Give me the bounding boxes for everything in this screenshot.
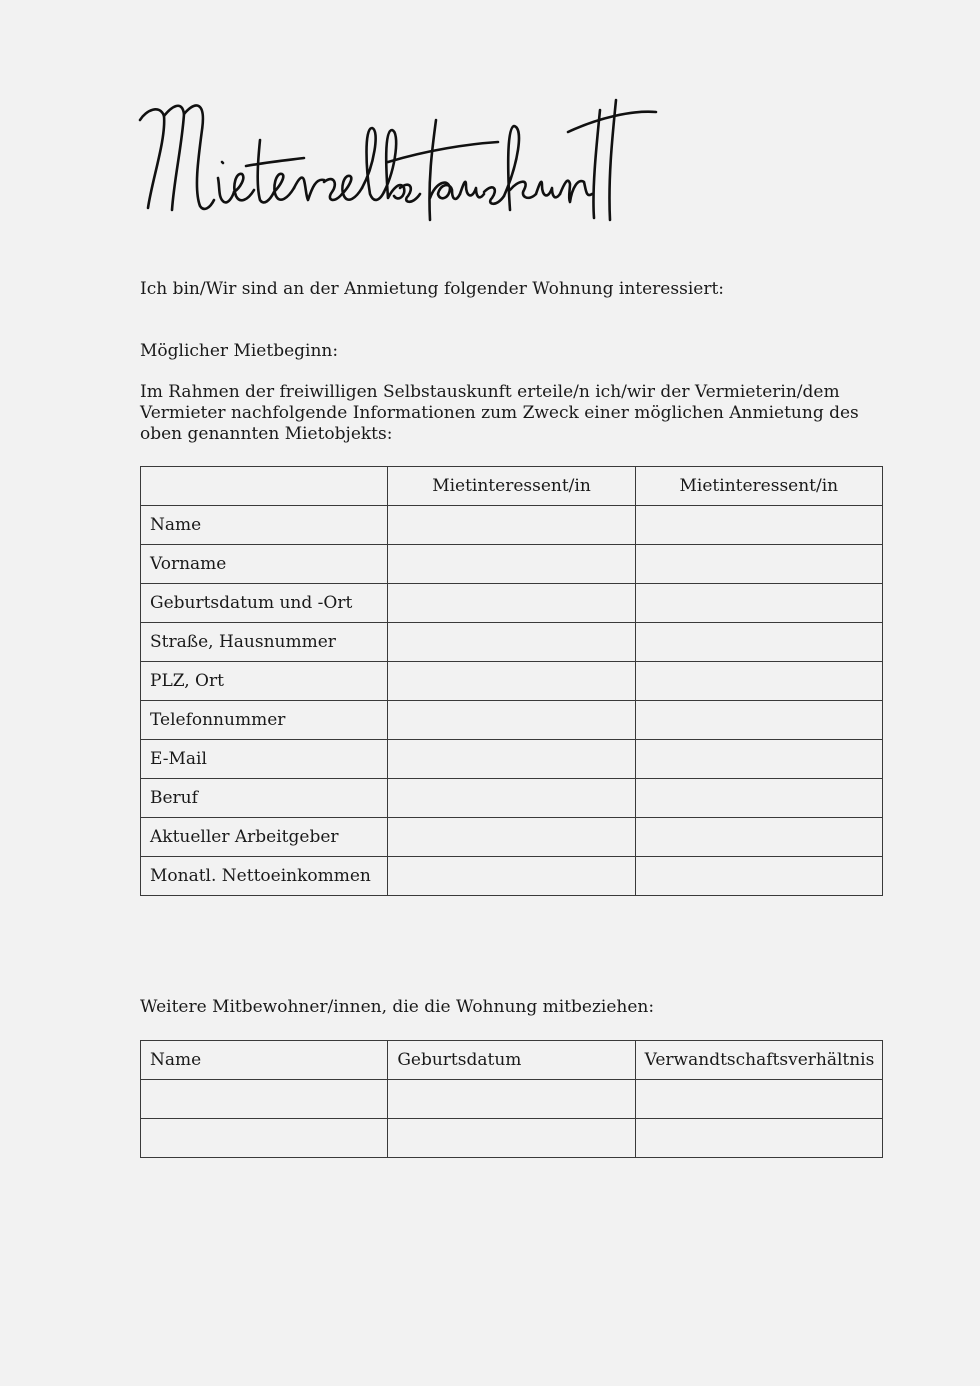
applicant-2-field[interactable] <box>635 623 882 662</box>
co-resident-birthdate-field[interactable] <box>388 1119 635 1158</box>
applicant-2-field[interactable] <box>635 584 882 623</box>
applicant-2-field[interactable] <box>635 818 882 857</box>
table-row <box>141 1119 883 1158</box>
applicant-2-field[interactable] <box>635 662 882 701</box>
row-label-birth: Geburtsdatum und -Ort <box>141 584 388 623</box>
applicant-1-field[interactable] <box>388 740 635 779</box>
table-row <box>141 857 883 896</box>
applicant-info-table <box>140 466 883 896</box>
co-residents-label: Weitere Mitbewohner/innen, die die Wohnung mitbeziehen: <box>140 997 655 1017</box>
row-label-net-income: Monatl. Nettoeinkommen <box>141 857 388 896</box>
table-row <box>141 701 883 740</box>
table-header-applicant-1: Mietinteressent/in <box>388 467 635 506</box>
table-row <box>141 623 883 662</box>
consent-text: Im Rahmen der freiwilligen Selbstauskunft erteile/n ich/wir der Vermieterin/dem Vermieter nachfolgende Informationen zum Zweck einer möglichen Anmietung des oben genannten Mietobjekts: <box>140 382 859 444</box>
table-row <box>141 1080 883 1119</box>
row-label-street: Straße, Hausnummer <box>141 623 388 662</box>
row-label-employer: Aktueller Arbeitgeber <box>141 818 388 857</box>
applicant-1-field[interactable] <box>388 506 635 545</box>
row-label-zip-city: PLZ, Ort <box>141 662 388 701</box>
co-resident-name-field[interactable] <box>141 1119 388 1158</box>
co-header-relationship: Verwandtschaftsverhältnis <box>635 1041 882 1080</box>
row-label-occupation: Beruf <box>141 779 388 818</box>
applicant-1-field[interactable] <box>388 779 635 818</box>
applicant-1-field[interactable] <box>388 662 635 701</box>
row-label-email: E-Mail <box>141 740 388 779</box>
table-header-row <box>141 467 883 506</box>
handwritten-title <box>138 70 658 230</box>
table-row <box>141 818 883 857</box>
table-header-empty <box>141 467 388 506</box>
row-label-phone: Telefonnummer <box>141 701 388 740</box>
table-row <box>141 740 883 779</box>
table-header-row <box>141 1041 883 1080</box>
apartment-interest-text: Ich bin/Wir sind an der Anmietung folgender Wohnung interessiert: <box>140 279 725 299</box>
co-header-name: Name <box>141 1041 388 1080</box>
applicant-1-field[interactable] <box>388 623 635 662</box>
applicant-1-field[interactable] <box>388 818 635 857</box>
row-label-name: Name <box>141 506 388 545</box>
applicant-2-field[interactable] <box>635 857 882 896</box>
applicant-1-field[interactable] <box>388 545 635 584</box>
applicant-2-field[interactable] <box>635 740 882 779</box>
move-in-label: Möglicher Mietbeginn: <box>140 341 339 361</box>
co-resident-relationship-field[interactable] <box>635 1080 882 1119</box>
page-title <box>138 70 658 230</box>
table-row <box>141 662 883 701</box>
applicant-2-field[interactable] <box>635 779 882 818</box>
applicant-2-field[interactable] <box>635 506 882 545</box>
applicant-2-field[interactable] <box>635 545 882 584</box>
applicant-1-field[interactable] <box>388 701 635 740</box>
table-row <box>141 779 883 818</box>
co-resident-name-field[interactable] <box>141 1080 388 1119</box>
applicant-1-field[interactable] <box>388 857 635 896</box>
co-resident-relationship-field[interactable] <box>635 1119 882 1158</box>
co-resident-birthdate-field[interactable] <box>388 1080 635 1119</box>
co-header-birthdate: Geburtsdatum <box>388 1041 635 1080</box>
table-row <box>141 545 883 584</box>
applicant-1-field[interactable] <box>388 584 635 623</box>
applicant-2-field[interactable] <box>635 701 882 740</box>
table-header-applicant-2: Mietinteressent/in <box>635 467 882 506</box>
co-residents-table <box>140 1040 883 1158</box>
row-label-first-name: Vorname <box>141 545 388 584</box>
table-row <box>141 584 883 623</box>
table-row <box>141 506 883 545</box>
